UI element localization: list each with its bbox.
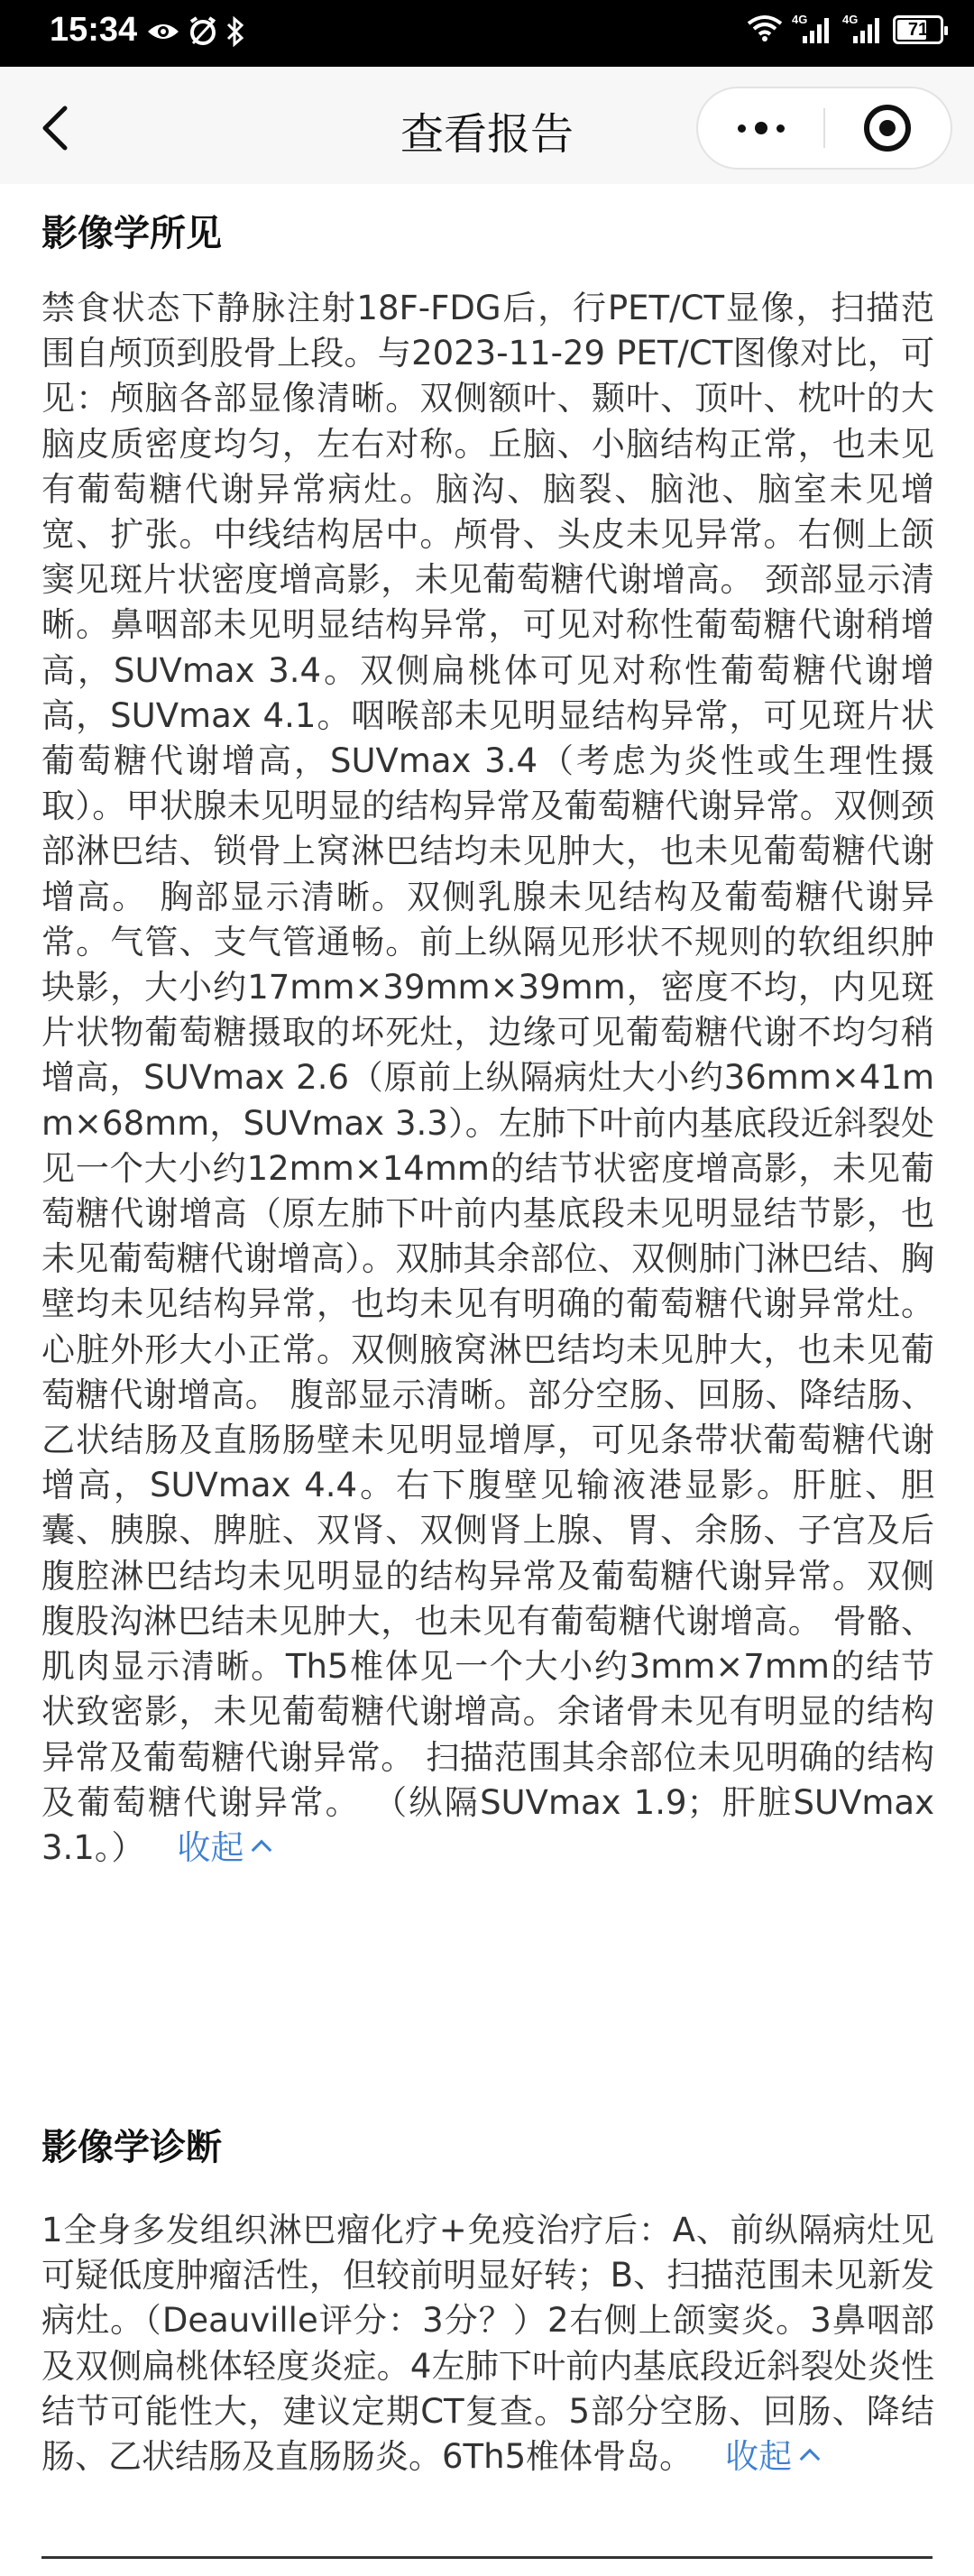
- mini-program-capsule: [696, 87, 952, 170]
- page-title: 查看报告: [400, 109, 574, 160]
- diagnosis-collapse-label: 收起: [725, 2437, 793, 2477]
- diagnosis-title: 影像学诊断: [41, 2127, 222, 2168]
- wifi-icon: [747, 14, 783, 45]
- signal-icon-1: [792, 14, 833, 45]
- findings-collapse-link[interactable]: [177, 1828, 269, 1867]
- status-time: 15:34: [50, 11, 138, 49]
- battery-icon: [893, 15, 943, 44]
- diagnosis-collapse-link[interactable]: [725, 2437, 817, 2476]
- status-left-icons: [146, 16, 245, 51]
- bluetooth-icon: [225, 16, 245, 51]
- eye-icon: [146, 20, 180, 47]
- diagnosis-text: 1全身多发组织淋巴瘤化疗+免疫治疗后：A、前纵隔病灶见可疑低度肿瘤活性，但较前明显好转；B、扫描范围未见新发病灶。（Deauville评分：3分？）2右侧上颌窦炎。3鼻咽部及双侧扁桃体轻度炎症。4左肺下叶前内基底段近斜裂处炎性结节可能性大，建议定期CT复查。5部分空肠、回肠、降结肠、乙状结肠及直肠肠炎。6Th5椎体骨岛。: [41, 2211, 934, 2477]
- signal-icon-2: [842, 14, 884, 45]
- findings-body: [41, 286, 934, 1871]
- bottom-divider: [41, 2556, 933, 2559]
- target-close-icon: [864, 105, 911, 152]
- network-type-2: 4G: [842, 13, 859, 26]
- nav-bar: [0, 67, 974, 184]
- more-dots-icon: [738, 122, 785, 134]
- close-button[interactable]: [825, 88, 951, 168]
- findings-collapse-label: 收起: [177, 1827, 244, 1867]
- chevron-up-icon: [800, 2449, 821, 2470]
- alarm-off-icon: [188, 16, 218, 51]
- battery-level: 71: [907, 19, 929, 40]
- findings-title: 影像学所见: [41, 213, 222, 254]
- findings-text: 禁食状态下静脉注射18F-FDG后，行PET/CT显像，扫描范围自颅顶到股骨上段。与2023-11-29 PET/CT图像对比，可见：颅脑各部显像清晰。双侧额叶、颞叶、顶叶、枕叶的大脑皮质密度均匀，左右对称。丘脑、小脑结构正常，也未见有葡萄糖代谢异常病灶。脑沟、脑裂、脑池、脑室未见增宽、扩张。中线结构居中。颅骨、头皮未见异常。右侧上颌窦见斑片状密度增高影，未见葡萄糖代谢增高。 颈部显示清晰。鼻咽部未见明显结构异常，可见对称性葡萄糖代谢稍增高，SUVmax 3.4。双侧扁桃体可见对称性葡萄糖代谢增高，SUVmax 4.1。咽喉部未见明显结构异常，可见斑片状葡萄糖代谢增高，SUVmax 3.4（考虑为炎性或生理性摄取）。甲状腺未见明显的结构异常及葡萄糖代谢异常。双侧颈部淋巴结、锁骨上窝淋巴结均未见肿大，也未见葡萄糖代谢增高。 胸部显示清晰。双侧乳腺未见结构及葡萄糖代谢异常。气管、支气管通畅。前上纵隔见形状不规则的软组织肿块影，大小约17mm×39mm×39mm，密度不均，内见斑片状物葡萄糖摄取的坏死灶，边缘可见葡萄糖代谢不均匀稍增高，SUVmax 2.6（原前上纵隔病灶大小约36mm×41mm×68mm，SUVmax 3.3）。左肺下叶前内基底段近斜裂处见一个大小约12mm×14mm的结节状密度增高影，未见葡萄糖代谢增高（原左肺下叶前内基底段未见明显结节影，也未见葡萄糖代谢增高）。双肺其余部位、双侧肺门淋巴结、胸壁均未见结构异常，也均未见有明确的葡萄糖代谢异常灶。心脏外形大小正常。双侧腋窝淋巴结均未见肿大，也未见葡萄糖代谢增高。 腹部显示清晰。部分空肠、回肠、降结肠、乙状结肠及直肠肠壁未见明显增厚，可见条带状葡萄糖代谢增高，SUVmax 4.4。右下腹壁见输液港显影。肝脏、胆囊、胰腺、脾脏、双肾、双侧肾上腺、胃、余肠、子宫及后腹腔淋巴结均未见明显的结构异常及葡萄糖代谢异常。双侧腹股沟淋巴结未见肿大，也未见有葡萄糖代谢增高。 骨骼、肌肉显示清晰。Th5椎体见一个大小约3mm×7mm的结节状致密影，未见葡萄糖代谢增高。余诸骨未见有明显的结构异常及葡萄糖代谢异常。 扫描范围其余部位未见明确的结构及葡萄糖代谢异常。 （纵隔SUVmax 1.9；肝脏SUVmax 3.1。）: [41, 289, 934, 1867]
- status-right: [747, 14, 943, 45]
- diagnosis-body: [41, 2208, 934, 2479]
- network-type-1: 4G: [792, 13, 808, 26]
- more-button[interactable]: [698, 88, 823, 168]
- status-bar: [0, 0, 974, 67]
- chevron-up-icon: [252, 1840, 272, 1861]
